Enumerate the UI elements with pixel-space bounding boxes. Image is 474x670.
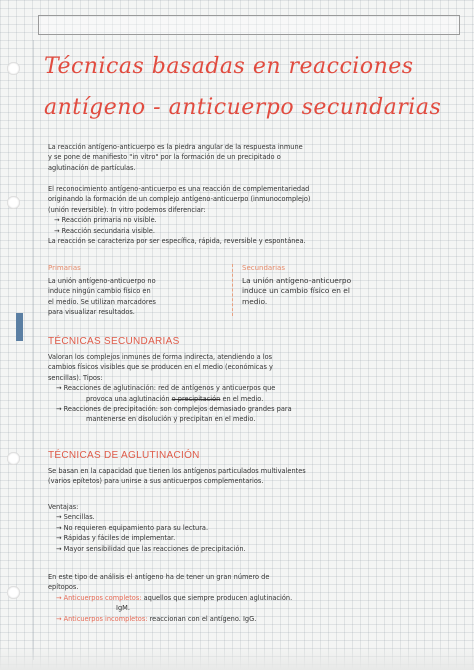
antibody-type-label: → Anticuerpos incompletos: <box>56 614 148 623</box>
text-line: cambios físicos visibles que se producen en el medio (económicas y <box>48 363 273 372</box>
text-line: Se basan en la capacidad que tienen los antígenos particulados multivalentes <box>48 467 306 475</box>
text-fragment: en el medio. <box>222 394 264 403</box>
page-title-line-2: antígeno - anticuerpo secundarias <box>44 95 442 120</box>
column-divider <box>232 264 234 316</box>
list-item-continued: mantenerse en disolución y precipitan en el medio. <box>86 415 256 424</box>
punch-hole <box>7 62 20 75</box>
list-item: → No requieren equipamiento para su lectura. <box>56 523 209 532</box>
text-line: En este tipo de análisis el antígeno ha de tener un gran número de <box>48 573 270 581</box>
text-line: para visualizar resultados. <box>48 308 135 317</box>
list-item-continued: IgM. <box>116 604 130 613</box>
punch-hole <box>7 586 20 599</box>
list-item: → Reacciones de aglutinación: red de antígenos y anticuerpos que <box>56 384 276 393</box>
struck-text: o precipitación <box>171 394 221 403</box>
text-line: epítopos. <box>48 583 79 592</box>
text-line: medio. <box>242 296 268 306</box>
margin-line <box>33 40 34 660</box>
text-fragment: provoca una aglutinación <box>86 394 170 403</box>
list-item: → Reacciones de precipitación: son complejos demasiado grandes para <box>56 405 292 414</box>
punch-hole <box>7 452 20 465</box>
secundarias-paragraph <box>48 352 468 425</box>
list-item <box>48 593 468 603</box>
header-box <box>38 15 460 35</box>
primarias-column <box>48 276 156 318</box>
ventajas-label: Ventajas: <box>48 503 79 511</box>
list-item: → Sencillas. <box>56 513 95 522</box>
recognition-paragraph <box>48 184 468 246</box>
page-title-line-1: Técnicas basadas en reacciones <box>44 54 414 79</box>
text-fragment: aquellos que siempre producen aglutinación. <box>143 593 293 602</box>
text-line: La unión antígeno-anticuerpo <box>242 276 352 285</box>
list-item: → Reacción secundaria visible. <box>54 226 155 235</box>
text-fragment: reaccionan con el antígeno. IgG. <box>149 614 257 623</box>
antibody-type-label: → Anticuerpos completos: <box>56 593 142 602</box>
list-item: → Reacción primaria no visible. <box>54 216 157 225</box>
text-line: aglutinación de partículas. <box>48 163 136 172</box>
intro-paragraph <box>48 142 468 173</box>
text-line: originando la formación de un complejo antígeno-anticuerpo (inmunocomplejo) <box>48 195 311 204</box>
text-line: La reacción antígeno-anticuerpo es la piedra angular de la respuesta inmune <box>48 143 303 151</box>
ventajas-list <box>48 502 468 554</box>
section-heading-aglutinacion: TÉCNICAS DE AGLUTINACIÓN <box>48 450 200 461</box>
primarias-heading: Primarias <box>48 264 81 272</box>
list-item: → Rápidas y fáciles de implementar. <box>56 534 176 543</box>
text-line: induce un cambio físico en el <box>242 286 350 296</box>
secundarias-column <box>242 276 351 307</box>
text-line: sencillas). Tipos: <box>48 373 103 382</box>
list-item-continued <box>48 394 468 404</box>
text-line: La unión antígeno-anticuerpo no <box>48 277 156 285</box>
epitopos-paragraph <box>48 572 468 624</box>
text-line: el medio. Se utilizan marcadores <box>48 297 156 306</box>
text-line: y se pone de manifiesto "in vitro" por la formación de un precipitado o <box>48 153 281 162</box>
text-line: El reconocimiento antígeno-anticuerpo es una reacción de complementariedad <box>48 185 310 193</box>
list-item <box>48 614 468 624</box>
text-line: La reacción se caracteriza por ser específica, rápida, reversible y espontánea. <box>48 237 306 246</box>
secundarias-heading: Secundarias <box>242 264 285 272</box>
text-line: induce ningún cambio físico en <box>48 287 151 296</box>
section-heading-secundarias: TÉCNICAS SECUNDARIAS <box>48 336 180 347</box>
aglutinacion-paragraph <box>48 466 468 487</box>
punch-hole <box>7 196 20 209</box>
text-line: Valoran los complejos inmunes de forma indirecta, atendiendo a los <box>48 353 273 361</box>
text-line: (unión reversible). In vitro podemos diferenciar: <box>48 205 206 214</box>
list-item: → Mayor sensibilidad que las reacciones de precipitación. <box>56 544 246 553</box>
text-line: (varios epítetos) para unirse a sus anticuerpos complementarios. <box>48 477 264 486</box>
page-tab <box>16 313 23 341</box>
